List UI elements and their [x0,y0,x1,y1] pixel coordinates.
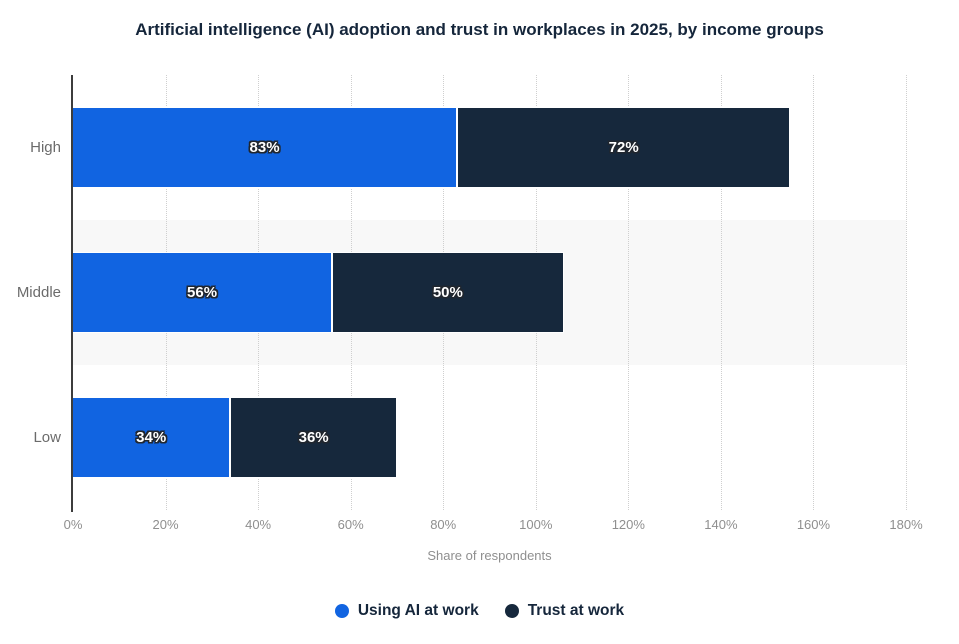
bar-value-label: 50% [432,284,463,301]
bar-segment[interactable] [73,397,230,478]
x-tick-label: 180% [889,517,923,532]
x-tick-label: 160% [796,517,831,532]
legend-swatch-circle-icon [505,604,519,618]
x-axis-title: Share of respondents [427,548,552,563]
category-label: Middle [16,283,61,301]
x-tick-label: 0% [63,517,83,532]
legend-swatch-circle-icon [335,604,349,618]
chart-title: Artificial intelligence (AI) adoption and trust in workplaces in 2025, by income groups [135,20,824,39]
gridline [813,75,814,510]
bar-row [73,107,790,188]
bar-value-label: 56% [187,284,218,301]
bar-row [73,252,564,333]
legend-item-using-ai[interactable] [335,602,479,620]
bar-value-label: 34% [136,429,167,446]
category-label: High [30,138,61,156]
legend-label: Trust at work [527,602,625,619]
legend-item-trust[interactable] [505,602,624,620]
bar-value-label: 83% [249,139,280,156]
bar-segment[interactable] [332,252,563,333]
bar-value-label: 36% [298,429,329,446]
x-tick-label: 80% [430,517,457,532]
x-tick-label: 60% [337,517,364,532]
legend-label: Using AI at work [357,602,479,619]
x-tick-label: 40% [245,517,272,532]
bar-value-label: 72% [608,139,639,156]
bar-segment[interactable] [73,252,332,333]
bar-segment[interactable] [73,107,457,188]
x-tick-label: 140% [704,517,738,532]
x-tick-label: 100% [519,517,553,532]
legend [0,602,959,620]
gridline [906,75,907,510]
category-label: Low [33,428,61,446]
bar-segment[interactable] [230,397,397,478]
x-tick-label: 120% [611,517,645,532]
x-tick-label: 20% [152,517,179,532]
bar-segment[interactable] [457,107,790,188]
bar-row [73,397,397,478]
